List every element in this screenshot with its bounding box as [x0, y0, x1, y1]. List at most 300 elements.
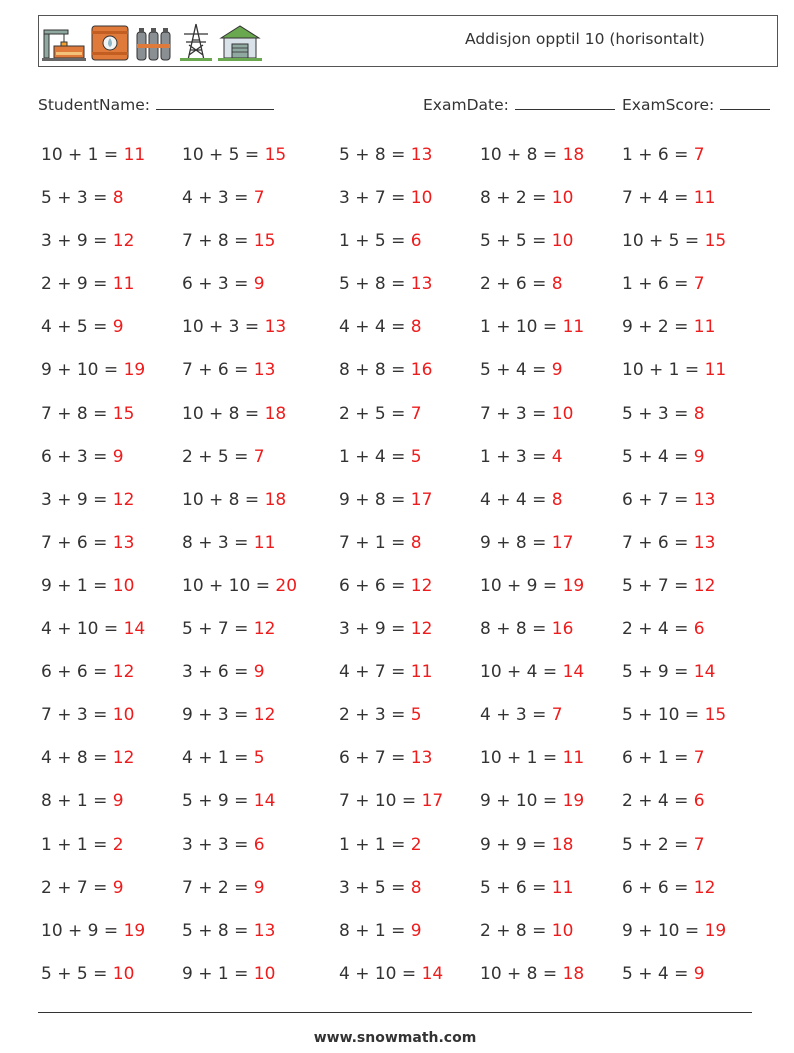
problem-item: [480, 835, 573, 855]
problem-item: [41, 533, 134, 553]
problem-item: [339, 404, 422, 424]
problem-answer: 6: [410, 231, 422, 252]
problem-item: [41, 835, 124, 855]
problem-answer: 10: [551, 188, 574, 209]
problem-answer: 19: [704, 920, 727, 941]
student-name-blank: [156, 94, 274, 110]
problem-question: 5 + 5 =: [480, 231, 547, 252]
problem-question: 2 + 9 =: [41, 274, 108, 295]
problem-item: [480, 964, 584, 984]
problem-item: [339, 662, 432, 682]
problem-question: 2 + 5 =: [339, 403, 406, 424]
problem-answer: 13: [253, 920, 276, 941]
problem-answer: 9: [551, 360, 563, 381]
problem-answer: 11: [112, 274, 135, 295]
problem-item: [622, 145, 705, 165]
problem-question: 7 + 3 =: [480, 403, 547, 424]
problem-answer: 7: [253, 446, 265, 467]
exam-score-field: [622, 94, 770, 114]
problem-question: 9 + 8 =: [339, 489, 406, 510]
problem-answer: 12: [112, 662, 135, 683]
problem-question: 10 + 4 =: [480, 662, 558, 683]
problem-item: [182, 619, 275, 639]
problem-item: [480, 619, 573, 639]
problem-question: 1 + 5 =: [339, 231, 406, 252]
problem-answer: 11: [410, 662, 433, 683]
problem-item: [622, 748, 705, 768]
problem-answer: 13: [693, 489, 716, 510]
problem-question: 6 + 7 =: [622, 489, 689, 510]
problem-item: [480, 878, 573, 898]
problem-question: 7 + 2 =: [182, 877, 249, 898]
gas-cylinders-icon: [134, 22, 174, 62]
problem-question: 8 + 3 =: [182, 532, 249, 553]
problem-item: [182, 662, 265, 682]
problem-question: 5 + 8 =: [339, 274, 406, 295]
problem-question: 7 + 4 =: [622, 188, 689, 209]
problem-question: 3 + 5 =: [339, 877, 406, 898]
problem-answer: 10: [253, 963, 276, 984]
problem-answer: 12: [112, 489, 135, 510]
student-name-label: StudentName:: [38, 96, 150, 114]
problem-answer: 8: [112, 188, 124, 209]
problem-item: [622, 231, 726, 251]
problem-question: 1 + 6 =: [622, 145, 689, 165]
problem-answer: 12: [253, 619, 276, 640]
problem-question: 1 + 3 =: [480, 446, 547, 467]
problem-question: 2 + 5 =: [182, 446, 249, 467]
problem-answer: 10: [112, 705, 135, 726]
problem-answer: 11: [562, 317, 585, 338]
problem-item: [480, 145, 584, 165]
problem-question: 4 + 1 =: [182, 748, 249, 769]
problem-item: [41, 490, 134, 510]
problem-answer: 9: [410, 920, 422, 941]
problem-answer: 12: [410, 575, 433, 596]
problem-item: [622, 619, 705, 639]
problem-item: [622, 878, 715, 898]
problem-item: [339, 705, 422, 725]
problem-item: [622, 835, 705, 855]
problem-answer: 18: [551, 834, 574, 855]
problem-item: [622, 188, 715, 208]
problem-answer: 10: [551, 231, 574, 252]
problem-answer: 11: [551, 877, 574, 898]
problem-row: [41, 262, 781, 305]
problem-answer: 12: [112, 748, 135, 769]
problem-item: [480, 533, 573, 553]
problem-answer: 7: [410, 403, 422, 424]
problem-question: 5 + 8 =: [182, 920, 249, 941]
problem-item: [182, 145, 286, 165]
problem-row: [41, 607, 781, 650]
problem-answer: 10: [551, 920, 574, 941]
problem-question: 9 + 1 =: [41, 575, 108, 596]
problem-row: [41, 952, 781, 995]
problem-question: 10 + 1 =: [480, 748, 558, 769]
problem-item: [622, 705, 726, 725]
problem-question: 1 + 4 =: [339, 446, 406, 467]
problem-question: 9 + 1 =: [182, 963, 249, 984]
problem-answer: 17: [410, 489, 433, 510]
problem-item: [41, 447, 124, 467]
problem-question: 6 + 6 =: [339, 575, 406, 596]
problem-row: [41, 176, 781, 219]
exam-date-field: [423, 94, 615, 114]
problem-question: 8 + 1 =: [41, 791, 108, 812]
header-icons: [42, 18, 262, 66]
oil-barrel-icon: [88, 22, 132, 62]
problem-question: 5 + 8 =: [339, 145, 406, 165]
problem-question: 4 + 4 =: [339, 317, 406, 338]
problem-item: [480, 360, 563, 380]
problem-question: 4 + 7 =: [339, 662, 406, 683]
problem-question: 5 + 4 =: [622, 446, 689, 467]
problem-answer: 8: [551, 274, 563, 295]
problem-answer: 7: [693, 274, 705, 295]
problem-row: [41, 348, 781, 391]
problem-question: 2 + 7 =: [41, 877, 108, 898]
problem-answer: 13: [410, 145, 433, 165]
problem-question: 7 + 8 =: [41, 403, 108, 424]
problem-item: [480, 490, 563, 510]
problem-question: 10 + 5 =: [622, 231, 700, 252]
problem-item: [41, 317, 124, 337]
problem-item: [41, 791, 124, 811]
problem-answer: 15: [112, 403, 135, 424]
problem-question: 8 + 8 =: [480, 619, 547, 640]
problem-question: 7 + 3 =: [41, 705, 108, 726]
problem-answer: 15: [253, 231, 276, 252]
problem-question: 10 + 9 =: [41, 920, 119, 941]
problem-answer: 10: [112, 963, 135, 984]
problem-question: 4 + 5 =: [41, 317, 108, 338]
problem-question: 8 + 2 =: [480, 188, 547, 209]
problem-question: 9 + 3 =: [182, 705, 249, 726]
problem-answer: 8: [410, 532, 422, 553]
problem-answer: 18: [562, 145, 585, 165]
problem-item: [339, 317, 422, 337]
problem-item: [182, 705, 275, 725]
problem-answer: 12: [693, 877, 716, 898]
problem-answer: 15: [264, 145, 287, 165]
problem-answer: 7: [551, 705, 563, 726]
problem-answer: 7: [693, 834, 705, 855]
problem-item: [622, 576, 715, 596]
problem-item: [339, 188, 432, 208]
problem-answer: 19: [123, 360, 146, 381]
problem-answer: 10: [551, 403, 574, 424]
problem-answer: 8: [410, 317, 422, 338]
header-box: [38, 15, 778, 67]
factory-crane-icon: [42, 22, 86, 62]
problem-row: [41, 478, 781, 521]
problem-question: 3 + 9 =: [41, 489, 108, 510]
problem-item: [622, 662, 715, 682]
problem-item: [182, 490, 286, 510]
problem-question: 4 + 8 =: [41, 748, 108, 769]
student-name-field: [38, 94, 274, 114]
problem-question: 5 + 4 =: [480, 360, 547, 381]
problem-question: 5 + 7 =: [622, 575, 689, 596]
problem-item: [622, 274, 705, 294]
problem-question: 5 + 4 =: [622, 963, 689, 984]
problem-question: 1 + 1 =: [339, 834, 406, 855]
problem-item: [339, 533, 422, 553]
problem-item: [41, 231, 134, 251]
problem-answer: 8: [410, 877, 422, 898]
problem-row: [41, 435, 781, 478]
problem-item: [182, 576, 297, 596]
problem-item: [41, 145, 145, 165]
problem-question: 10 + 9 =: [480, 575, 558, 596]
problem-answer: 9: [112, 446, 124, 467]
problem-answer: 12: [410, 619, 433, 640]
problem-item: [480, 791, 584, 811]
problem-question: 1 + 10 =: [480, 317, 558, 338]
exam-date-blank: [515, 94, 615, 110]
problem-answer: 19: [123, 920, 146, 941]
problem-answer: 8: [693, 403, 705, 424]
problem-question: 4 + 3 =: [480, 705, 547, 726]
problem-item: [339, 619, 432, 639]
problem-row: [41, 521, 781, 564]
problem-answer: 13: [410, 274, 433, 295]
problem-answer: 6: [693, 619, 705, 640]
problem-answer: 16: [410, 360, 433, 381]
problem-answer: 7: [253, 188, 265, 209]
problem-item: [182, 404, 286, 424]
problem-question: 5 + 3 =: [622, 403, 689, 424]
problem-question: 10 + 10 =: [182, 575, 270, 596]
problem-item: [480, 662, 584, 682]
problem-answer: 13: [253, 360, 276, 381]
problem-item: [41, 619, 145, 639]
problem-answer: 16: [551, 619, 574, 640]
problem-item: [182, 748, 265, 768]
problem-question: 5 + 6 =: [480, 877, 547, 898]
problem-item: [480, 231, 573, 251]
problem-answer: 9: [112, 317, 124, 338]
problem-question: 10 + 1 =: [622, 360, 700, 381]
problem-question: 4 + 4 =: [480, 489, 547, 510]
problem-item: [480, 404, 573, 424]
problem-item: [182, 964, 275, 984]
problem-item: [339, 835, 422, 855]
problem-item: [480, 576, 584, 596]
problem-item: [41, 964, 134, 984]
problem-question: 9 + 2 =: [622, 317, 689, 338]
problem-item: [339, 231, 422, 251]
problem-item: [339, 490, 432, 510]
problem-answer: 14: [123, 619, 146, 640]
problem-item: [182, 360, 275, 380]
problem-item: [622, 404, 705, 424]
problem-answer: 14: [562, 662, 585, 683]
problem-answer: 5: [253, 748, 265, 769]
problem-item: [622, 791, 705, 811]
problem-question: 6 + 3 =: [41, 446, 108, 467]
problem-answer: 9: [112, 877, 124, 898]
worksheet-title: Addisjon opptil 10 (horisontalt): [465, 30, 705, 48]
problem-question: 1 + 6 =: [622, 274, 689, 295]
problem-answer: 9: [693, 963, 705, 984]
footer-url: www.snowmath.com: [313, 1030, 477, 1046]
problem-question: 5 + 2 =: [622, 834, 689, 855]
problem-item: [41, 576, 134, 596]
problem-answer: 13: [693, 532, 716, 553]
problem-answer: 7: [693, 145, 705, 165]
problem-item: [622, 490, 715, 510]
problem-question: 4 + 10 =: [41, 619, 119, 640]
problem-item: [480, 274, 563, 294]
problem-answer: 9: [112, 791, 124, 812]
problem-question: 8 + 1 =: [339, 920, 406, 941]
problem-row: [41, 823, 781, 866]
problem-row: [41, 693, 781, 736]
problem-row: [41, 736, 781, 779]
problem-question: 3 + 3 =: [182, 834, 249, 855]
problem-question: 7 + 10 =: [339, 791, 417, 812]
problem-question: 2 + 8 =: [480, 920, 547, 941]
problem-question: 10 + 5 =: [182, 145, 260, 165]
warehouse-icon: [218, 22, 262, 62]
problem-item: [622, 317, 715, 337]
problem-answer: 9: [693, 446, 705, 467]
problem-question: 10 + 8 =: [182, 403, 260, 424]
problem-question: 10 + 3 =: [182, 317, 260, 338]
problem-answer: 2: [112, 834, 124, 855]
problem-item: [339, 447, 422, 467]
problem-item: [182, 533, 275, 553]
problem-answer: 9: [253, 662, 265, 683]
problem-item: [339, 274, 432, 294]
problem-question: 4 + 3 =: [182, 188, 249, 209]
problem-question: 2 + 3 =: [339, 705, 406, 726]
problem-row: [41, 564, 781, 607]
problem-item: [480, 317, 584, 337]
problem-question: 5 + 5 =: [41, 963, 108, 984]
problem-item: [339, 921, 422, 941]
problem-question: 3 + 9 =: [41, 231, 108, 252]
problem-item: [339, 964, 443, 984]
problem-item: [622, 360, 726, 380]
problem-answer: 9: [253, 274, 265, 295]
problem-answer: 11: [704, 360, 727, 381]
problem-question: 9 + 10 =: [480, 791, 558, 812]
exam-score-label: ExamScore:: [622, 96, 715, 114]
problem-item: [41, 404, 134, 424]
problem-row: [41, 305, 781, 348]
problem-item: [339, 576, 432, 596]
problem-question: 5 + 3 =: [41, 188, 108, 209]
problem-item: [339, 145, 432, 165]
problem-answer: 11: [693, 317, 716, 338]
problem-question: 3 + 6 =: [182, 662, 249, 683]
problem-item: [622, 921, 726, 941]
problem-item: [182, 835, 265, 855]
problem-item: [182, 231, 275, 251]
problem-answer: 12: [253, 705, 276, 726]
problem-answer: 4: [551, 446, 563, 467]
problem-answer: 7: [693, 748, 705, 769]
problem-item: [41, 662, 134, 682]
problem-item: [339, 791, 443, 811]
problem-answer: 13: [410, 748, 433, 769]
problem-answer: 6: [253, 834, 265, 855]
problem-answer: 13: [112, 532, 135, 553]
problem-answer: 15: [704, 231, 727, 252]
problem-answer: 10: [410, 188, 433, 209]
problem-item: [182, 188, 265, 208]
problem-question: 10 + 8 =: [182, 489, 260, 510]
problem-row: [41, 392, 781, 435]
problem-question: 3 + 9 =: [339, 619, 406, 640]
problem-question: 2 + 6 =: [480, 274, 547, 295]
problem-item: [41, 188, 124, 208]
problem-row: [41, 866, 781, 909]
problem-row: [41, 219, 781, 262]
problem-answer: 19: [562, 791, 585, 812]
power-pylon-icon: [176, 22, 216, 62]
problem-question: 5 + 9 =: [182, 791, 249, 812]
problem-answer: 14: [253, 791, 276, 812]
problem-question: 6 + 3 =: [182, 274, 249, 295]
problem-answer: 18: [264, 489, 287, 510]
problem-answer: 11: [693, 188, 716, 209]
problem-row: [41, 133, 781, 176]
problem-question: 2 + 4 =: [622, 619, 689, 640]
problem-question: 8 + 8 =: [339, 360, 406, 381]
problem-row: [41, 779, 781, 822]
problem-question: 9 + 9 =: [480, 834, 547, 855]
problem-question: 9 + 10 =: [41, 360, 119, 381]
problem-answer: 8: [551, 489, 563, 510]
problem-question: 9 + 10 =: [622, 920, 700, 941]
problem-answer: 18: [562, 963, 585, 984]
problem-question: 7 + 6 =: [41, 532, 108, 553]
exam-date-label: ExamDate:: [423, 96, 509, 114]
problem-question: 6 + 6 =: [41, 662, 108, 683]
problem-item: [480, 921, 573, 941]
problem-answer: 5: [410, 705, 422, 726]
problem-question: 6 + 7 =: [339, 748, 406, 769]
problem-item: [339, 360, 432, 380]
problem-item: [480, 748, 584, 768]
problem-item: [182, 317, 286, 337]
problem-answer: 11: [253, 532, 276, 553]
problem-question: 10 + 8 =: [480, 145, 558, 165]
problem-question: 9 + 8 =: [480, 532, 547, 553]
problem-question: 1 + 1 =: [41, 834, 108, 855]
problem-answer: 15: [704, 705, 727, 726]
problem-answer: 9: [253, 877, 265, 898]
problem-item: [480, 447, 563, 467]
footer-divider: [38, 1012, 752, 1013]
problem-question: 10 + 8 =: [480, 963, 558, 984]
problem-question: 6 + 1 =: [622, 748, 689, 769]
problem-item: [622, 447, 705, 467]
problem-question: 10 + 1 =: [41, 145, 119, 165]
problem-question: 5 + 10 =: [622, 705, 700, 726]
problem-question: 5 + 9 =: [622, 662, 689, 683]
problem-question: 6 + 6 =: [622, 877, 689, 898]
problem-answer: 12: [112, 231, 135, 252]
problem-answer: 12: [693, 575, 716, 596]
problem-question: 4 + 10 =: [339, 963, 417, 984]
problem-item: [182, 921, 275, 941]
problem-item: [480, 188, 573, 208]
